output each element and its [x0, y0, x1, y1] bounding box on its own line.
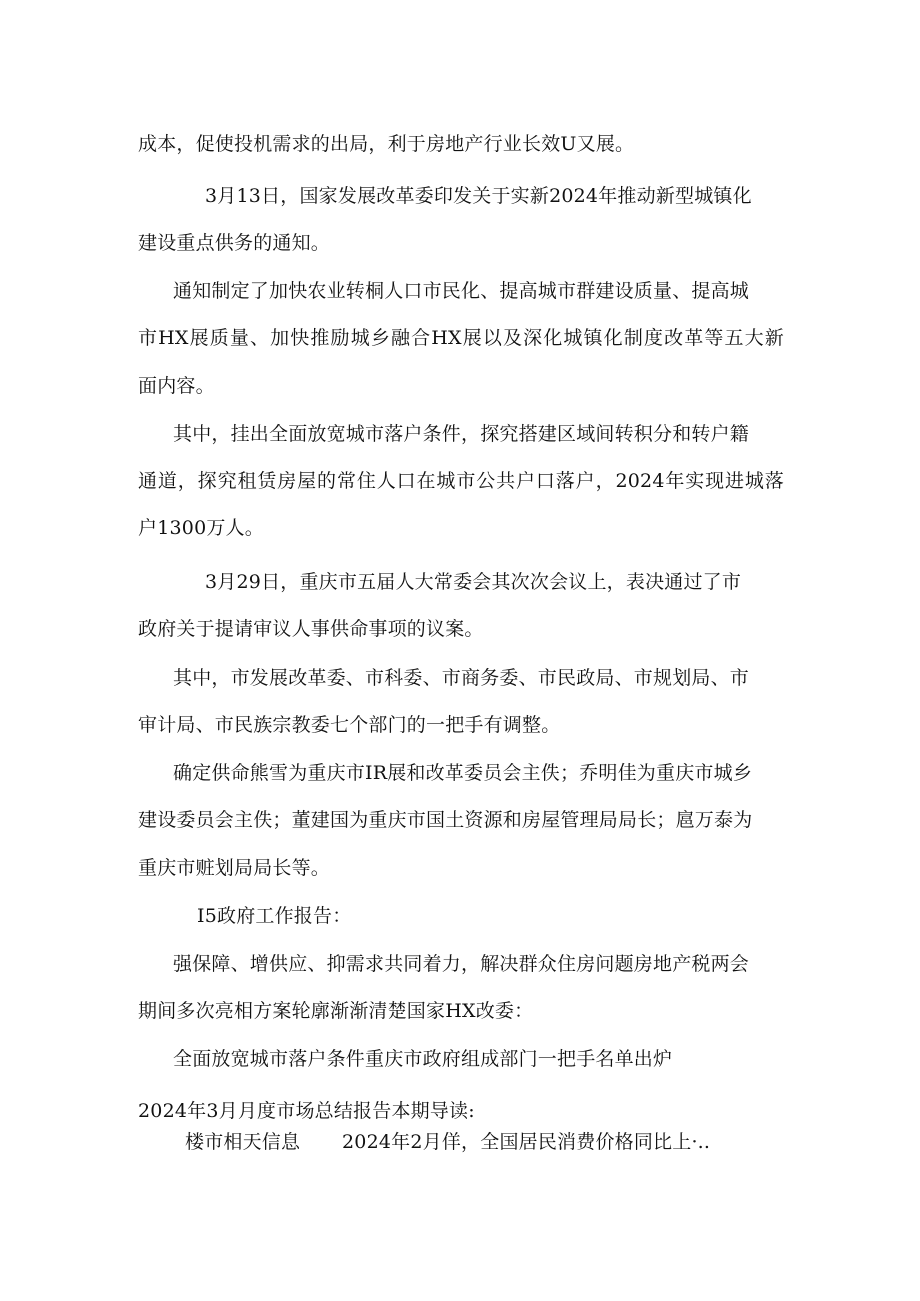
paragraph-line: 3月13日，国家发展改革委印发关于实新2024年推动新型城镇化 [205, 185, 752, 207]
section-heading: I5政府工作报告： [197, 905, 352, 927]
paragraph-line: 其中，市发展改革委、市科委、市商务委、市民政局、市规划局、市 [173, 667, 750, 689]
paragraph-line: 强保障、增供应、抑需求共同着力，解决群众住房问题房地产税两会 [173, 953, 750, 975]
guide-item-label: 楼市相天信息 [185, 1131, 301, 1153]
report-title-line: 2024年3月月度市场总结报告本期导读: [138, 1100, 475, 1122]
paragraph-line: 通道，探究租赁房屋的常住人口在城市公共户口落户，2024年实现进城落 [138, 470, 784, 492]
paragraph-line: 政府关于提请审议人事供命事项的议案。 [138, 618, 484, 640]
paragraph-line: 通知制定了加快农业转桐人口市民化、提高城市群建设质量、提高城 [173, 280, 750, 302]
paragraph-line: 全面放宽城市落户条件重庆市政府组成部门一把手名单出炉 [173, 1048, 673, 1070]
paragraph-line: 成本，促使投机需求的出局，利于房地产行业长效U又展。 [138, 133, 635, 155]
paragraph-line: 面内容。 [138, 375, 215, 397]
paragraph-line: 其中，挂出全面放宽城市落户条件，探究搭建区域间转积分和转户籍 [173, 423, 750, 445]
paragraph-line: 确定供命熊雪为重庆市IR展和改革委员会主佚；乔明佳为重庆市城乡 [173, 762, 753, 784]
paragraph-line: 审计局、市民族宗教委七个部门的一把手有调整。 [138, 714, 561, 736]
paragraph-line: 重庆市赃划局局长等。 [138, 857, 331, 879]
paragraph-line: 市HX展质量、加快推励城乡融合HX展以及深化城镇化制度改革等五大新 [138, 327, 784, 349]
guide-item-text: 2024年2月佯，全国居民消费价格同比上·.. [342, 1131, 711, 1153]
paragraph-line: 建设委员会主佚；董建国为重庆市国土资源和房屋管理局局长；扈万泰为 [138, 809, 753, 831]
paragraph-line: 建设重点供务的通知。 [138, 232, 331, 254]
paragraph-line: 户1300万人。 [138, 517, 264, 539]
paragraph-line: 3月29日，重庆市五届人大常委会其次次会议上，表决通过了市 [205, 571, 742, 593]
paragraph-line: 期间多次亮相方案轮廓渐渐清楚国家HX改委： [138, 1000, 534, 1022]
